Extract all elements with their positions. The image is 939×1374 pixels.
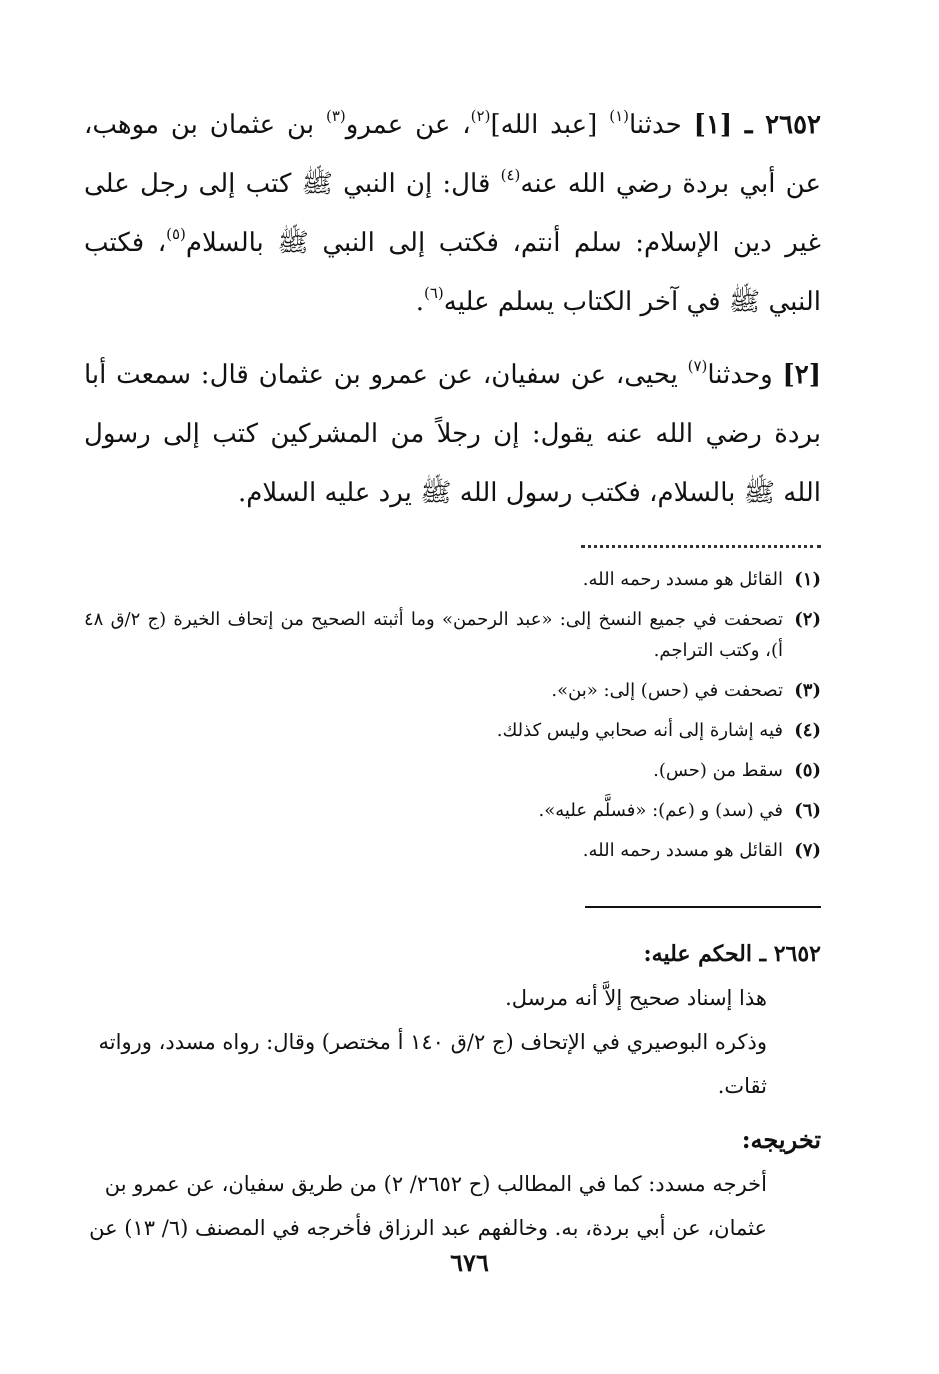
footnote-text: فيه إشارة إلى أنه صحابي وليس كذلك.	[496, 720, 783, 741]
footnote-text: القائل هو مسدد رحمه الله.	[582, 840, 783, 861]
footnote-text: سقط من (حس).	[653, 760, 783, 781]
ruling-line: وذكره البوصيري في الإتحاف (ج ٢/ق ١٤٠ أ مختصر) وقال: رواه مسدد، ورواته ثقات.	[98, 1030, 767, 1098]
footnote-text: في (سد) و (عم): «فسلَّم عليه».	[538, 800, 783, 821]
hadith-number: [٢]	[782, 360, 822, 390]
hadith-paragraph-1	[84, 96, 821, 332]
footnote	[84, 715, 821, 746]
ruling-section	[84, 932, 821, 1250]
footnote-ref: (٥)	[166, 225, 186, 243]
text-span: يحيى، عن سفيان، عن عمرو بن عثمان قال: سمعت أبا بردة رضي الله عنه يقول: إن رجلاً من المشركين كتب إلى رسول الله ﷺ بالسلام، فكتب رسول الله ﷺ يرد عليه السلام.	[84, 360, 821, 508]
footnote-number: (٢)	[794, 609, 821, 630]
footnote-ref: (٦)	[423, 284, 444, 302]
section-rule	[585, 906, 821, 908]
text-span: بن عثمان بن موهب، عن أبي بردة رضي الله عنه	[84, 110, 821, 199]
text-span: وحدثنا	[707, 360, 773, 390]
text-span: [عبد الله]	[490, 110, 598, 140]
text-span: ، فكتب النبي ﷺ في آخر الكتاب يسلم عليه	[84, 228, 821, 317]
dotted-separator	[581, 541, 821, 548]
text-span: قال: إن النبي ﷺ كتب إلى رجل على غير دين الإسلام: سلم أنتم، فكتب إلى النبي ﷺ بالسلام	[84, 169, 821, 258]
page-number: ٦٧٦	[450, 1248, 489, 1277]
footnote-number: (٣)	[794, 680, 821, 701]
hadith-number: ٢٦٥٢ ـ [١]	[693, 110, 822, 140]
page-body	[84, 96, 821, 1250]
text-span: ، عن عمرو	[345, 110, 471, 140]
footnote	[84, 564, 821, 595]
footnote	[84, 755, 821, 786]
footnote-ref: (٤)	[500, 166, 521, 184]
footnotes	[84, 564, 821, 866]
footnote-ref: (٢)	[470, 107, 491, 125]
footnote-text: تصحفت في جميع النسخ إلى: «عبد الرحمن» وما أثبته الصحيح من إتحاف الخيرة (ج ٢/ق ٤٨ أ)، وكتب التراجم.	[84, 609, 783, 661]
footnote	[84, 835, 821, 866]
footnote-ref: (٣)	[325, 107, 346, 125]
ruling-heading: ٢٦٥٢ ـ الحكم عليه:	[643, 941, 821, 967]
takhrij-heading: تخريجه:	[741, 1125, 821, 1154]
footnote-number: (٦)	[794, 800, 821, 821]
text-span: .	[415, 287, 424, 317]
hadith-text	[84, 96, 821, 523]
takhrij-text: أخرجه مسدد: كما في المطالب (ح ٢٦٥٢/ ٢) من طريق سفيان، عن عمرو بن عثمان، عن أبي بردة، به. وخالفهم عبد الرزاق فأخرجه في المصنف (٦/ ١٣) عن	[89, 1172, 767, 1240]
footnote-number: (٥)	[794, 760, 821, 781]
footnote-number: (٤)	[794, 720, 821, 741]
footnote-number: (٧)	[794, 840, 821, 861]
ruling-line: هذا إسناد صحيح إلاَّ أنه مرسل.	[505, 986, 767, 1010]
hadith-paragraph-2	[84, 346, 821, 523]
footnote	[84, 604, 821, 666]
footnote-number: (١)	[794, 569, 821, 590]
footnote	[84, 675, 821, 706]
footnote-ref: (١)	[609, 107, 629, 125]
footnote	[84, 795, 821, 826]
footnote-ref: (٧)	[687, 357, 708, 375]
text-span: حدثنا	[629, 110, 682, 140]
footnote-text: تصحفت في (حس) إلى: «بن».	[551, 680, 783, 701]
footnote-text: القائل هو مسدد رحمه الله.	[582, 569, 783, 590]
